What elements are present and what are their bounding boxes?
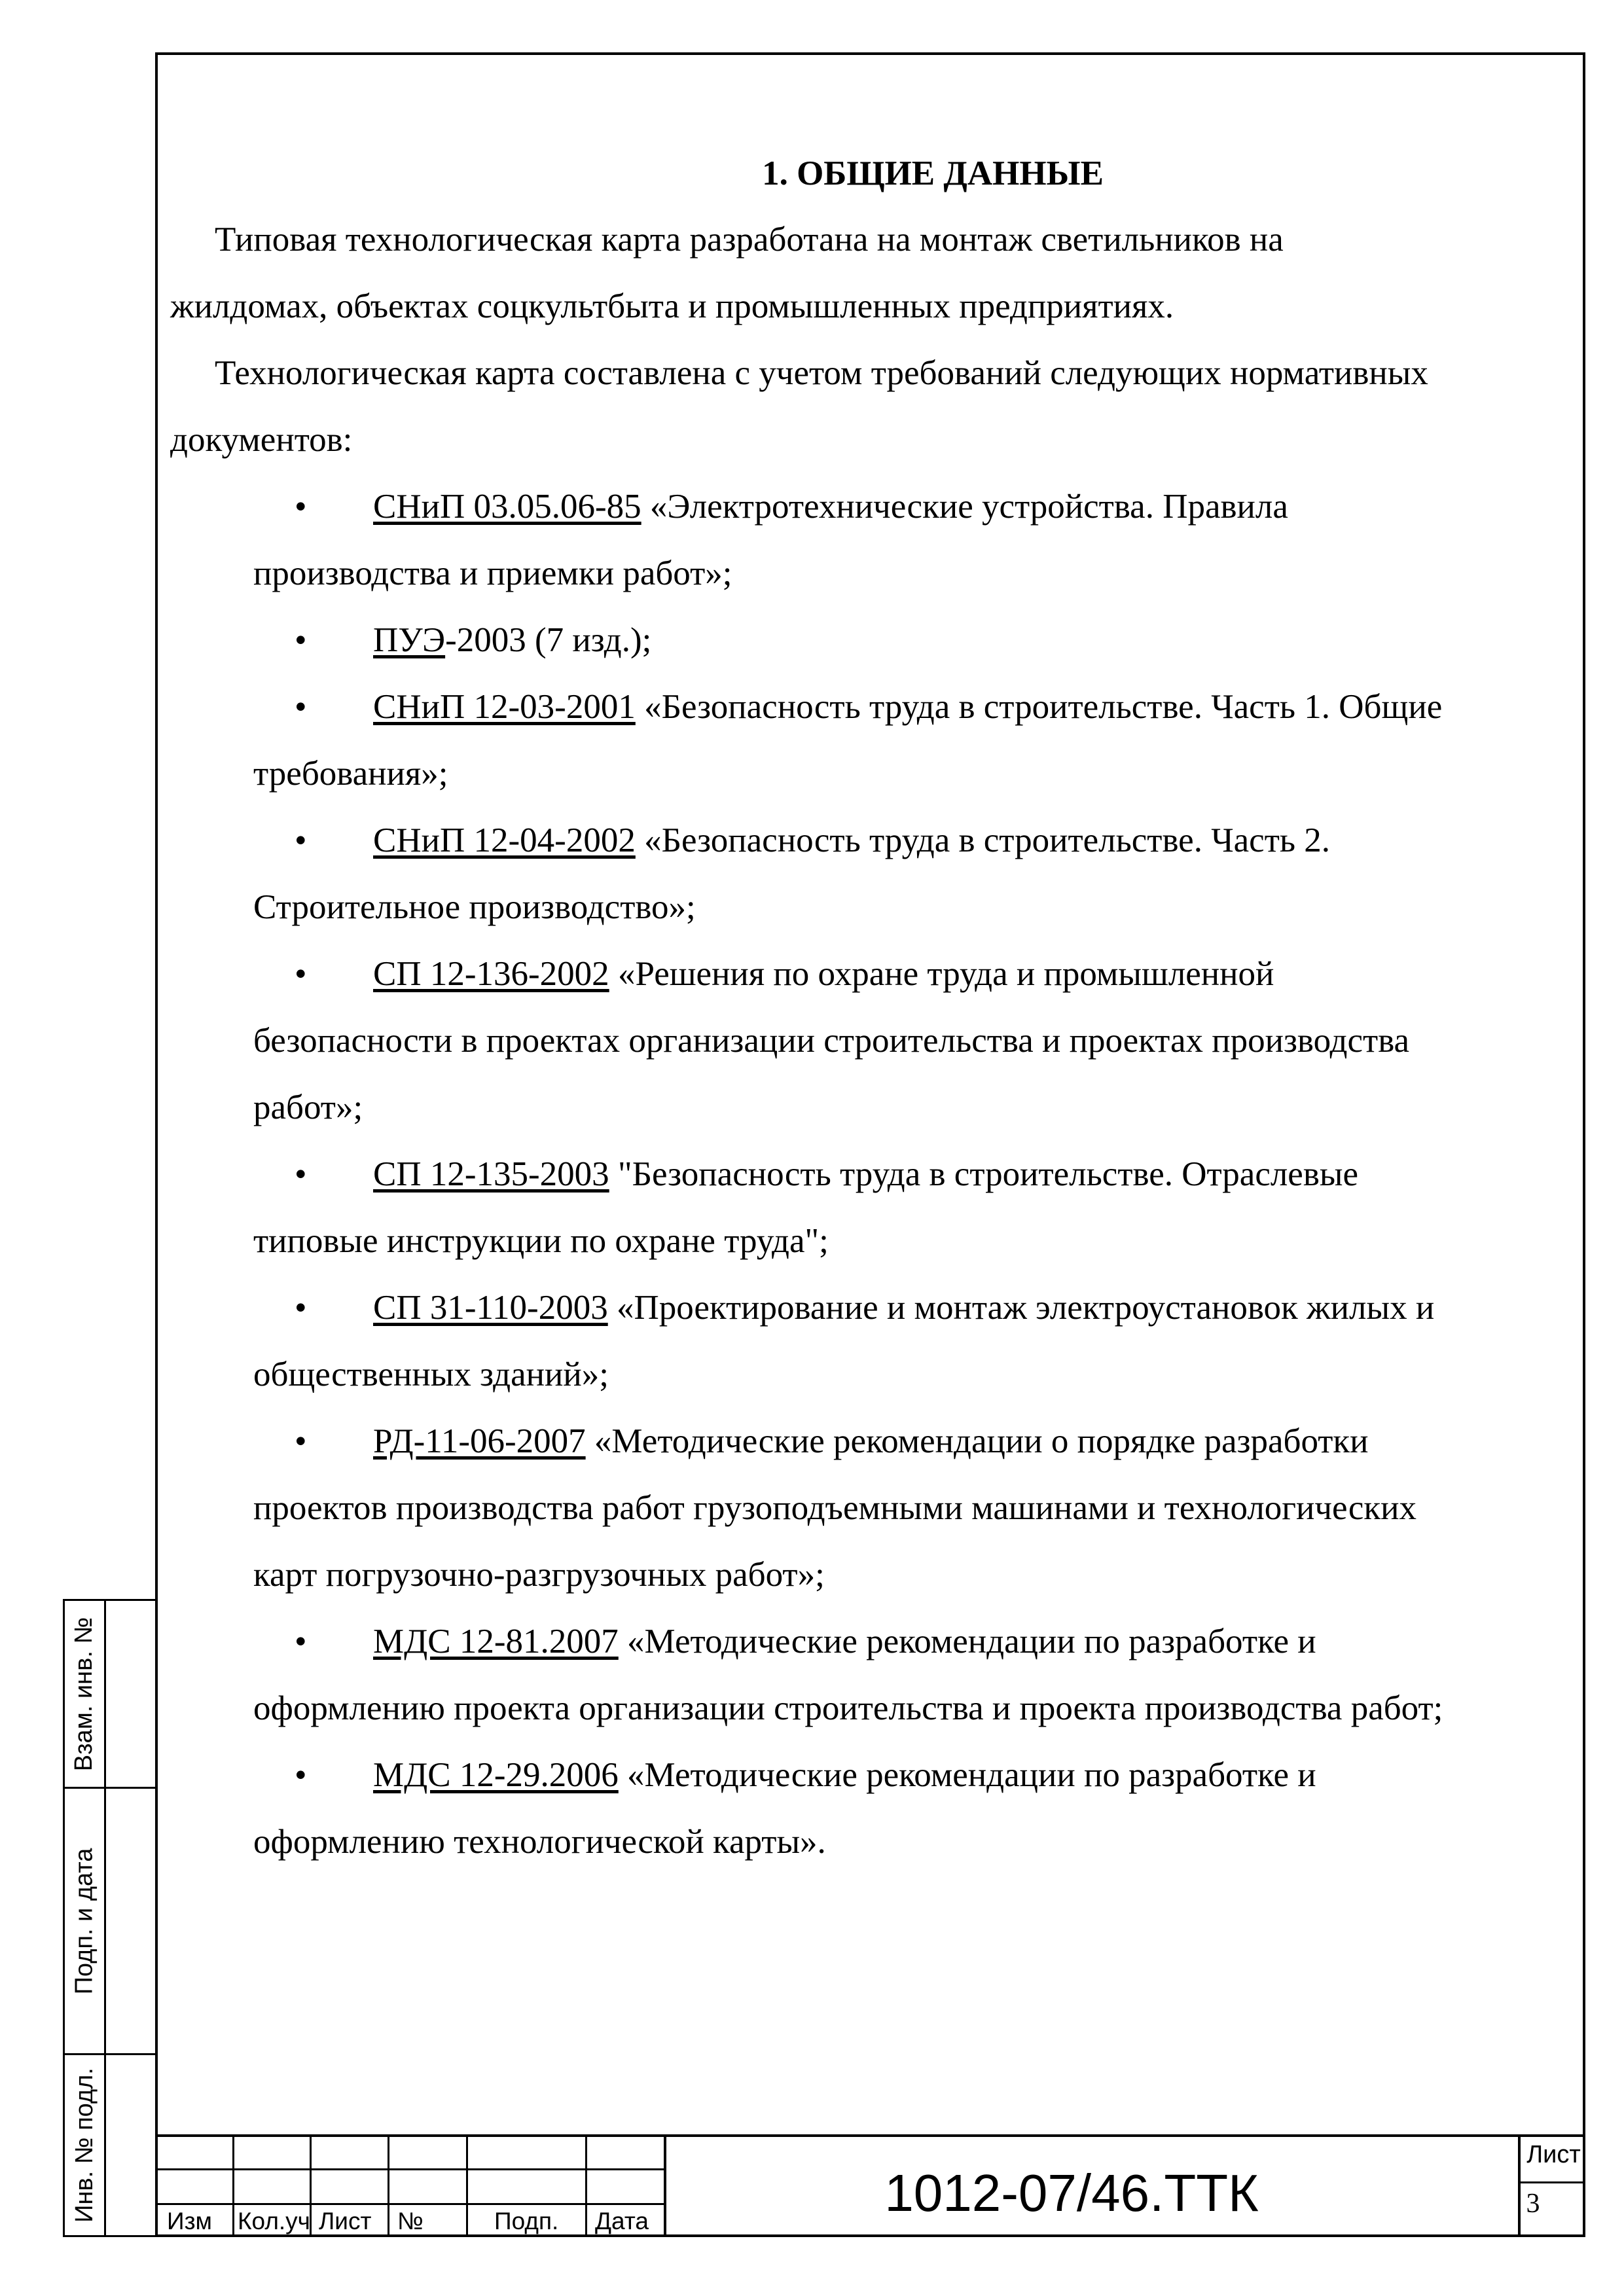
reference-item — [170, 807, 1578, 941]
reference-code-link[interactable]: РД-11-06-2007 — [373, 1422, 586, 1460]
reference-code-link[interactable]: СП 12-136-2002 — [373, 955, 609, 993]
reference-item — [170, 1608, 1578, 1742]
reference-text: «Методические рекомендации по разработке и — [618, 1756, 1316, 1794]
col-list: Лист — [319, 2208, 372, 2234]
reference-item — [170, 1141, 1578, 1274]
bullet-icon: • — [295, 1422, 307, 1460]
reference-item — [170, 673, 1578, 807]
reference-code-link[interactable]: ПУЭ — [373, 621, 446, 659]
reference-item — [170, 1742, 1578, 1875]
reference-code-link[interactable]: СНиП 03.05.06-85 — [373, 488, 641, 526]
reference-item — [170, 607, 1578, 673]
col-izm: Изм — [167, 2208, 212, 2234]
reference-item — [170, 1274, 1578, 1408]
reference-code-link[interactable]: СП 31-110-2003 — [373, 1289, 608, 1327]
intro2-line2: документов: — [170, 421, 353, 459]
reference-code-link[interactable]: МДС 12-29.2006 — [373, 1756, 619, 1794]
reference-text: "Безопасность труда в строительстве. Отраслевые — [609, 1155, 1358, 1193]
bullet-icon: • — [295, 1289, 307, 1327]
reference-code-link[interactable]: СНиП 12-03-2001 — [373, 688, 636, 726]
reference-text: «Электротехнические устройства. Правила — [641, 488, 1288, 526]
reference-text: -2003 (7 изд.); — [445, 621, 652, 659]
col-number: № — [397, 2208, 424, 2234]
side-label-podp: Подп. и дата — [70, 1848, 98, 1994]
col-podp: Подп. — [494, 2208, 559, 2234]
col-data: Дата — [595, 2208, 649, 2234]
bullet-icon: • — [295, 621, 307, 659]
intro2-line1: Технологическая карта составлена с учетом требований следующих нормативных — [215, 354, 1428, 392]
bullet-icon: • — [295, 821, 307, 859]
reference-text: «Решения по охране труда и промышленной — [609, 955, 1274, 993]
reference-text: «Проектирование и монтаж электроустановок жилых и — [607, 1289, 1435, 1327]
reference-text-continued: работ»; — [253, 1088, 363, 1126]
intro1-line2: жилдомах, объектах соцкультбыта и промышленных предприятиях. — [170, 287, 1174, 325]
reference-text-continued: оформлению технологической карты». — [253, 1823, 826, 1861]
section-title: 1. ОБЩИЕ ДАННЫЕ — [762, 154, 1104, 192]
reference-text-continued: безопасности в проектах организации строительства и проектах производства — [253, 1022, 1410, 1060]
reference-item — [170, 941, 1578, 1141]
reference-code-link[interactable]: МДС 12-81.2007 — [373, 1623, 619, 1660]
reference-text: «Методические рекомендации о порядке разработки — [585, 1422, 1369, 1460]
intro-paragraph-2 — [170, 340, 1578, 473]
intro1-line1: Типовая технологическая карта разработана на монтаж светильников на — [215, 221, 1284, 259]
bullet-icon: • — [295, 1155, 307, 1193]
reference-text-continued: проектов производства работ грузоподъемными машинами и технологических — [253, 1489, 1417, 1527]
document-body — [170, 141, 1578, 1875]
bullet-icon: • — [295, 955, 307, 993]
reference-text-continued: общественных зданий»; — [253, 1355, 609, 1393]
sheet-label: Лист — [1526, 2141, 1581, 2168]
intro-paragraph-1 — [170, 206, 1578, 340]
reference-text-continued: оформлению проекта организации строительства и проекта производства работ; — [253, 1689, 1443, 1727]
reference-item — [170, 473, 1578, 607]
reference-text-continued: требования»; — [253, 755, 448, 793]
bullet-icon: • — [295, 688, 307, 726]
reference-text: «Безопасность труда в строительстве. Часть 2. — [635, 821, 1331, 859]
side-stamp — [63, 1599, 155, 2237]
bullet-icon: • — [295, 1756, 307, 1794]
side-label-inv: Инв. № подл. — [70, 2068, 98, 2223]
document-number: 1012-07/46.ТТК — [884, 2164, 1259, 2222]
reference-code-link[interactable]: СП 12-135-2003 — [373, 1155, 609, 1193]
side-cell-vzam — [63, 1599, 155, 1789]
reference-text-continued: типовые инструкции по охране труда"; — [253, 1222, 829, 1260]
reference-list — [170, 473, 1578, 1875]
bullet-icon: • — [295, 488, 307, 526]
reference-text: «Безопасность труда в строительстве. Часть 1. Общие — [635, 688, 1443, 726]
bullet-icon: • — [295, 1623, 307, 1660]
reference-text-continued: карт погрузочно-разгрузочных работ»; — [253, 1556, 825, 1594]
sheet-number: 3 — [1526, 2189, 1540, 2219]
reference-text-continued: производства и приемки работ»; — [253, 554, 732, 592]
reference-text-continued: Строительное производство»; — [253, 888, 696, 926]
reference-code-link[interactable]: СНиП 12-04-2002 — [373, 821, 636, 859]
col-kol-uch: Кол.уч — [238, 2208, 310, 2234]
side-label-vzam: Взам. инв. № — [70, 1617, 98, 1771]
reference-item — [170, 1408, 1578, 1608]
side-cell-inv — [63, 2053, 155, 2237]
title-block — [155, 2134, 1585, 2237]
reference-text: «Методические рекомендации по разработке и — [618, 1623, 1316, 1660]
side-cell-podp — [63, 1787, 155, 2055]
